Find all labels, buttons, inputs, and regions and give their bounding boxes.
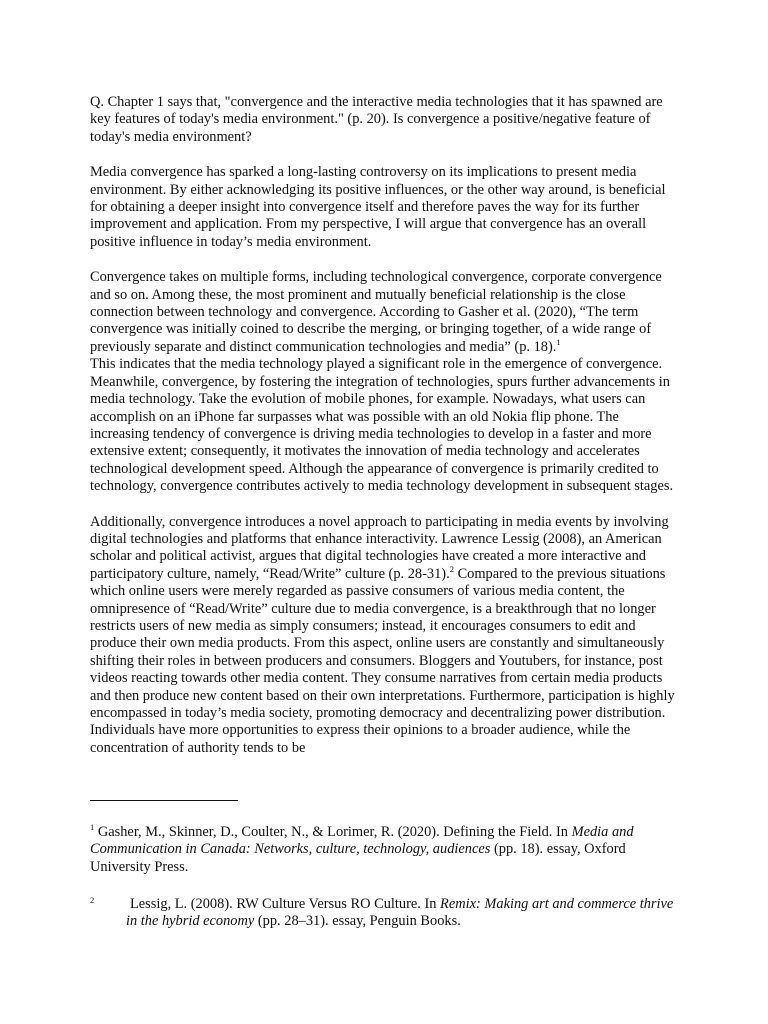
essay-body — [90, 94, 676, 775]
footnote-1-title: Media and Communication in Canada: Networks, culture, technology, audiences — [90, 824, 634, 858]
footnote-1 — [90, 824, 676, 876]
footnote-2-body — [90, 896, 676, 931]
paragraph-technology-text-b: This indicates that the media technology played a significant role in the emergence of convergence. Meanwhile, convergence, by fostering the integration of technologies, spurs further advancements in media technology. Take the evolution of mobile phones, for example. Nowadays, what users can accomplish on an iPhone far surpasses what was possible with an old Nokia flip phone. The increasing tendency of convergence is driving media technologies to develop in a faster and more extensive extent; consequently, it motivates the innovation of media technology and accelerates technological development speed. Although the appearance of convergence is primarily credited to technology, convergence contributes actively to media technology development in subsequent stages. — [90, 356, 674, 495]
footnote-2-title: Remix: Making art and commerce thrive in the hybrid economy — [126, 896, 674, 930]
paragraph-participation-text-b: Compared to the previous situations which online users were merely regarded as passive consumers of various media content, the omnipresence of “Read/Write” culture due to media convergence, is a breakthrough that no longer restricts users of new media as simply consumers; instead, it encourages consumers to edit and produce their own media products. From this aspect, online users are constantly and simultaneously shifting their roles in between producers and consumers. Bloggers and Youtubers, for instance, post videos reacting towards other media content. They consume narratives from certain media products and then produce new content based on their own interpretations. Furthermore, participation is highly encompassed in today’s media society, promoting democracy and decentralizing power distribution. Individuals have more opportunities to express their opinions to a broader audience, while the concentration of authority tends to be — [90, 565, 675, 756]
footnote-2-mark: 2 — [90, 895, 95, 905]
footnote-separator — [90, 800, 238, 801]
footnote-2-pre: Lessig, L. (2008). RW Culture Versus RO Culture. In — [130, 896, 441, 912]
paragraph-participation — [90, 514, 676, 758]
footnote-ref-2[interactable]: 2 — [449, 563, 454, 574]
question-paragraph: Q. Chapter 1 says that, "convergence and the interactive media technologies that it has spawned are key features of today's media environment." (p. 20). Is convergence a positive/negative feature of today's media environment? — [90, 94, 663, 145]
paragraph-technology — [90, 269, 676, 495]
footnote-ref-1[interactable]: 1 — [556, 337, 561, 348]
paragraph-technology-text-a: Convergence takes on multiple forms, including technological convergence, corporate convergence and so on. Among these, the most prominent and mutually beneficial relationship is the close connection between technology and convergence. According to Gasher et al. (2020), “The term convergence was initially coined to describe the merging, or bringing together, of a wide range of previously separate and distinct communication technologies and media” (p. 18). — [90, 269, 662, 355]
paragraph-intro: Media convergence has sparked a long-lasting controversy on its implications to present media environment. By either acknowledging its positive influences, or the other way around, is beneficial for obtaining a deeper insight into convergence itself and therefore paves the way for its further improvement and application. From my perspective, I will argue that convergence has an overall positive influence in today’s media environment. — [90, 164, 666, 250]
paragraph-participation-text-a: Additionally, convergence introduces a novel approach to participating in media events by involving digital technologies and platforms that enhance interactivity. Lawrence Lessig (2008), an American scholar and political activist, argues that digital technologies have created a more interactive and participatory culture, namely, “Read/Write” culture (p. 28-31). — [90, 513, 669, 582]
footnote-1-pre: Gasher, M., Skinner, D., Coulter, N., & Lorimer, R. (2020). Defining the Field. In — [97, 824, 572, 840]
footnote-2 — [90, 896, 676, 931]
footnote-2-post: (pp. 28–31). essay, Penguin Books. — [254, 913, 461, 930]
footnote-1-mark: 1 — [90, 822, 95, 833]
footnote-1-post: (pp. 18). essay, Oxford University Press. — [90, 841, 626, 875]
